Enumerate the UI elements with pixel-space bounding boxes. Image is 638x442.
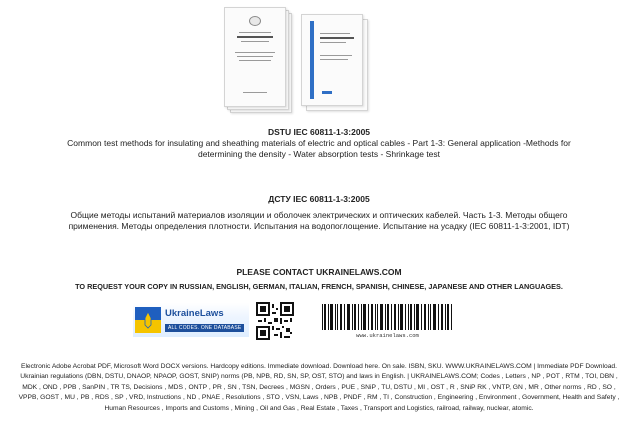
cover-text-line [237, 36, 273, 38]
state-emblem-icon [249, 16, 261, 26]
logo-tagline: ALL CODES. ONE DATABASE [165, 324, 244, 332]
cover-text-line [241, 41, 269, 42]
cover-text-line [320, 55, 352, 56]
document-cover-previews [0, 0, 638, 125]
cover-blue-band [310, 21, 314, 99]
cover-text-line [320, 59, 348, 60]
logo-name: UkraineLaws [165, 308, 224, 319]
ukrainelaws-logo[interactable] [133, 303, 249, 337]
cover-preview-blue [301, 14, 367, 110]
request-line: TO REQUEST YOUR COPY IN RUSSIAN, ENGLISH, GERMAN, ITALIAN, FRENCH, SPANISH, CHINESE, JAPANESE AND OTHER LANGUAGES. [75, 282, 563, 291]
cover-text-line [235, 52, 275, 53]
barcode-caption: www.ukrainelaws.com [356, 332, 419, 339]
cover-text-line [239, 60, 271, 61]
footer-keywords: Electronic Adobe Acrobat PDF, Microsoft Word DOCX versions. Hardcopy editions. Immediate download. Download here. On sale. ISBN, SKU. WWW.UKRAINELAWS.COM | Immediate PDF Download. Ukrainian regulations (DBN, DSTU, DNAOP, NPAOP, GOST, SNIP) norms (PB, NPB, RD, SN, SP, OST, STO) and laws in English. | UKRAINELAWS.COM; Codes , Letters , NP , POT , RTM , TOI, DBN , MDK , OND , PPB , SanPIN , TR TS, Decisions , MDS , ONTP , PR , SN , TSN, Decrees , MGSN , Orders , PUE , SNiP , TU, DSTU , MI , OST , R , SNiP RK , VNTP, GN , MR , Other norms , RD , SO , VPPB, GOST , MU , PB , RDS , SP , VRD, Instructions , ND , PNAE , Resolutions , STO , VSN, Laws , NPB , PNDF , RM , TI , Construction , Engineering , Environment , Government, Health and Safety , Human Resources , Imports and Customs , Mining , Oil and Gas , Real Estate , Taxes , Transport and Logistics, railroad, railway, nuclear, atomic. [18, 363, 620, 412]
standard-description-en: Common test methods for insulating and sheathing materials of electric and optical cables - Part 1-3: General application -Methods for determining the density - Water absorption tests - Shrinkage test [67, 138, 571, 159]
cover-text-line [320, 42, 346, 43]
barcode-icon [320, 304, 455, 330]
qr-code-icon [256, 302, 294, 340]
barcode[interactable] [320, 304, 455, 339]
cover-sheet-front [301, 14, 363, 106]
cover-text-line [237, 56, 273, 57]
qr-code[interactable] [256, 302, 294, 340]
contact-heading: PLEASE CONTACT UKRAINELAWS.COM [236, 267, 402, 277]
cover-preview-gray [224, 7, 292, 113]
cover-text-line [320, 33, 350, 34]
standard-description-ru: Общие методы испытаний материалов изоляции и оболочек электрических и оптических кабелей. Часть 1-3. Методы общего применения. Методы определения плотности. Испытания на водопоглощение. Испытание на усадку (IEC 60811-1-3:2001, IDT) [68, 210, 570, 231]
cover-blue-mark [322, 91, 332, 94]
cover-text-line [239, 32, 271, 33]
cover-sheet-front [224, 7, 286, 107]
cover-text-line [320, 37, 354, 39]
ukraine-flag-icon [135, 307, 161, 333]
standard-title-ru: ДСТУ IEC 60811-1-3:2005 [268, 194, 370, 204]
standard-title-en: DSTU IEC 60811-1-3:2005 [267, 127, 371, 137]
cover-text-line [243, 92, 267, 93]
